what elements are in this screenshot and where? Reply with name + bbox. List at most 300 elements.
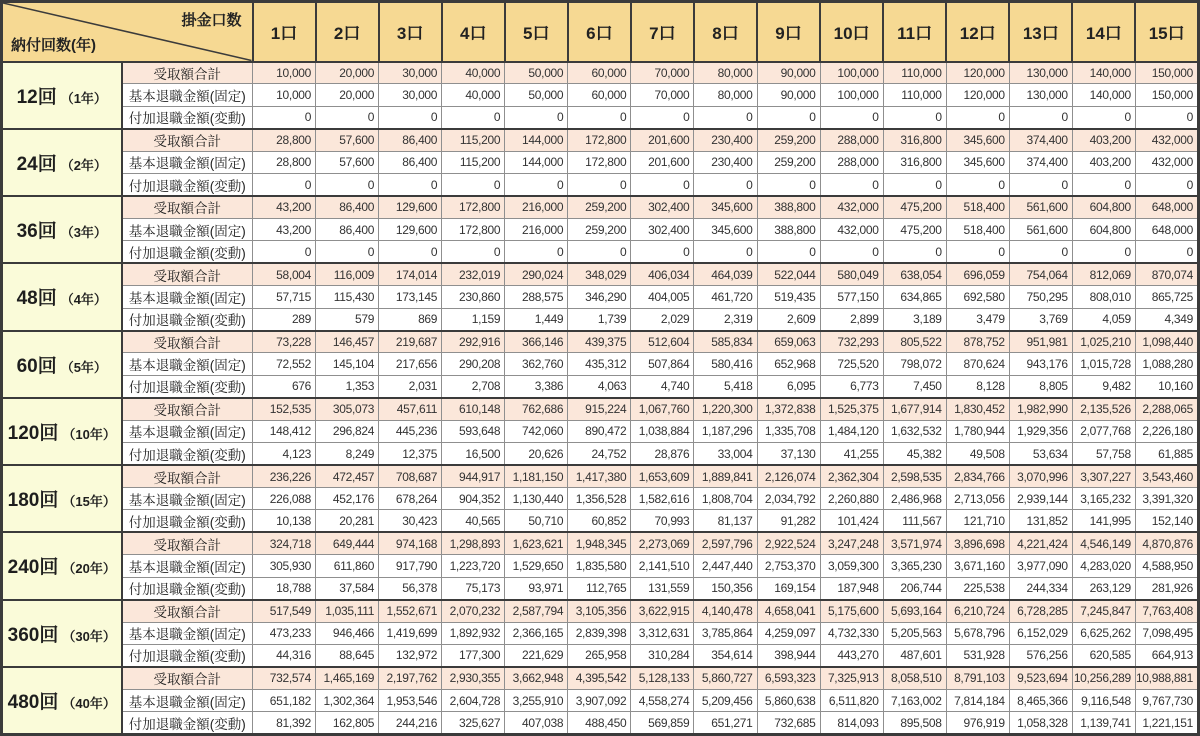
value-cell: 1,088,280 xyxy=(1135,353,1198,375)
value-cell: 1,058,328 xyxy=(1009,712,1072,735)
value-cell: 869 xyxy=(379,308,442,330)
table-row xyxy=(2,308,1199,330)
value-cell: 951,981 xyxy=(1009,331,1072,353)
value-cell: 3,165,232 xyxy=(1072,488,1135,510)
value-cell: 0 xyxy=(1135,241,1198,263)
value-cell: 461,720 xyxy=(694,286,757,308)
value-cell: 1,335,708 xyxy=(757,420,820,442)
column-header: 12口 xyxy=(946,2,1009,62)
group-years-label: （15年） xyxy=(62,494,116,510)
value-cell: 1,035,111 xyxy=(316,600,379,622)
value-cell: 611,860 xyxy=(316,555,379,577)
value-cell: 44,316 xyxy=(253,644,316,666)
value-cell: 236,226 xyxy=(253,465,316,487)
value-cell: 172,800 xyxy=(568,151,631,173)
value-cell: 1,653,609 xyxy=(631,465,694,487)
value-cell: 5,175,600 xyxy=(820,600,883,622)
value-cell: 8,058,510 xyxy=(883,667,946,689)
column-header: 6口 xyxy=(568,2,631,62)
value-cell: 435,312 xyxy=(568,353,631,375)
value-cell: 4,732,330 xyxy=(820,622,883,644)
value-cell: 281,926 xyxy=(1135,577,1198,599)
value-cell: 3,977,090 xyxy=(1009,555,1072,577)
value-cell: 45,382 xyxy=(883,443,946,465)
value-cell: 20,000 xyxy=(316,84,379,106)
value-cell: 150,356 xyxy=(694,577,757,599)
value-cell: 678,264 xyxy=(379,488,442,510)
value-cell: 1,739 xyxy=(568,308,631,330)
table-row xyxy=(2,151,1199,173)
value-cell: 169,154 xyxy=(757,577,820,599)
value-cell: 0 xyxy=(631,241,694,263)
value-cell: 1,632,532 xyxy=(883,420,946,442)
value-cell: 1,220,300 xyxy=(694,398,757,420)
value-cell: 0 xyxy=(253,174,316,196)
value-cell: 580,049 xyxy=(820,263,883,285)
group-payments-label: 24回 xyxy=(16,153,57,175)
value-cell: 0 xyxy=(379,174,442,196)
table-row xyxy=(2,555,1199,577)
value-cell: 3,479 xyxy=(946,308,1009,330)
corner-cell xyxy=(2,2,253,62)
value-cell: 292,916 xyxy=(442,331,505,353)
value-cell: 1,298,893 xyxy=(442,532,505,554)
value-cell: 86,400 xyxy=(379,129,442,151)
value-cell: 172,800 xyxy=(442,196,505,218)
value-cell: 2,598,535 xyxy=(883,465,946,487)
value-cell: 432,000 xyxy=(1135,129,1198,151)
value-cell: 2,922,524 xyxy=(757,532,820,554)
value-cell: 201,600 xyxy=(631,151,694,173)
column-header: 5口 xyxy=(505,2,568,62)
column-header: 13口 xyxy=(1009,2,1072,62)
value-cell: 0 xyxy=(505,174,568,196)
value-cell: 10,256,289 xyxy=(1072,667,1135,689)
value-cell: 5,209,456 xyxy=(694,689,757,711)
value-cell: 3,671,160 xyxy=(946,555,1009,577)
value-cell: 1,623,621 xyxy=(505,532,568,554)
value-cell: 2,753,370 xyxy=(757,555,820,577)
value-cell: 3,189 xyxy=(883,308,946,330)
value-cell: 2,070,232 xyxy=(442,600,505,622)
value-cell: 4,740 xyxy=(631,375,694,397)
row-label: 付加退職金額(変動) xyxy=(122,644,253,666)
value-cell: 443,270 xyxy=(820,644,883,666)
table-row xyxy=(2,644,1199,666)
value-cell: 144,000 xyxy=(505,151,568,173)
group-payments-label: 180回 xyxy=(7,490,59,512)
value-cell: 0 xyxy=(631,174,694,196)
value-cell: 1,067,760 xyxy=(631,398,694,420)
value-cell: 0 xyxy=(946,174,1009,196)
value-cell: 221,629 xyxy=(505,644,568,666)
value-cell: 808,010 xyxy=(1072,286,1135,308)
value-cell: 10,988,881 xyxy=(1135,667,1198,689)
value-cell: 145,104 xyxy=(316,353,379,375)
value-cell: 345,600 xyxy=(946,129,1009,151)
value-cell: 732,574 xyxy=(253,667,316,689)
value-cell: 16,500 xyxy=(442,443,505,465)
value-cell: 4,558,274 xyxy=(631,689,694,711)
value-cell: 7,163,002 xyxy=(883,689,946,711)
value-cell: 878,752 xyxy=(946,331,1009,353)
value-cell: 10,138 xyxy=(253,510,316,532)
group-label xyxy=(2,263,122,330)
value-cell: 805,522 xyxy=(883,331,946,353)
value-cell: 73,228 xyxy=(253,331,316,353)
value-cell: 173,145 xyxy=(379,286,442,308)
group-years-label: （20年） xyxy=(62,561,116,577)
value-cell: 0 xyxy=(442,241,505,263)
row-label: 付加退職金額(変動) xyxy=(122,577,253,599)
value-cell: 60,000 xyxy=(568,62,631,84)
value-cell: 1,025,210 xyxy=(1072,331,1135,353)
value-cell: 1,419,699 xyxy=(379,622,442,644)
group-payments-label: 240回 xyxy=(7,557,59,579)
value-cell: 634,865 xyxy=(883,286,946,308)
row-label: 基本退職金額(固定) xyxy=(122,689,253,711)
value-cell: 366,146 xyxy=(505,331,568,353)
value-cell: 577,150 xyxy=(820,286,883,308)
row-label: 受取額合計 xyxy=(122,600,253,622)
value-cell: 585,834 xyxy=(694,331,757,353)
value-cell: 70,000 xyxy=(631,84,694,106)
value-cell: 0 xyxy=(442,174,505,196)
value-cell: 488,450 xyxy=(568,712,631,735)
value-cell: 90,000 xyxy=(757,84,820,106)
row-label: 受取額合計 xyxy=(122,465,253,487)
value-cell: 5,128,133 xyxy=(631,667,694,689)
table-row xyxy=(2,443,1199,465)
value-cell: 522,044 xyxy=(757,263,820,285)
value-cell: 4,546,149 xyxy=(1072,532,1135,554)
value-cell: 374,400 xyxy=(1009,151,1072,173)
value-cell: 305,073 xyxy=(316,398,379,420)
table-row xyxy=(2,353,1199,375)
value-cell: 3,571,974 xyxy=(883,532,946,554)
value-cell: 439,375 xyxy=(568,331,631,353)
value-cell: 1,465,169 xyxy=(316,667,379,689)
row-label: 付加退職金額(変動) xyxy=(122,712,253,735)
value-cell: 0 xyxy=(1009,241,1072,263)
value-cell: 8,791,103 xyxy=(946,667,1009,689)
value-cell: 432,000 xyxy=(820,196,883,218)
value-cell: 2,486,968 xyxy=(883,488,946,510)
row-label: 付加退職金額(変動) xyxy=(122,510,253,532)
row-label: 基本退職金額(固定) xyxy=(122,353,253,375)
value-cell: 0 xyxy=(505,106,568,128)
value-cell: 518,400 xyxy=(946,218,1009,240)
value-cell: 2,366,165 xyxy=(505,622,568,644)
value-cell: 1,159 xyxy=(442,308,505,330)
value-cell: 2,597,796 xyxy=(694,532,757,554)
value-cell: 28,800 xyxy=(253,129,316,151)
value-cell: 1,181,150 xyxy=(505,465,568,487)
value-cell: 708,687 xyxy=(379,465,442,487)
value-cell: 93,971 xyxy=(505,577,568,599)
value-cell: 2,034,792 xyxy=(757,488,820,510)
value-cell: 561,600 xyxy=(1009,218,1072,240)
value-cell: 5,418 xyxy=(694,375,757,397)
row-label: 基本退職金額(固定) xyxy=(122,555,253,577)
value-cell: 310,284 xyxy=(631,644,694,666)
value-cell: 296,824 xyxy=(316,420,379,442)
value-cell: 403,200 xyxy=(1072,129,1135,151)
value-cell: 664,913 xyxy=(1135,644,1198,666)
value-cell: 1,015,728 xyxy=(1072,353,1135,375)
value-cell: 140,000 xyxy=(1072,84,1135,106)
value-cell: 172,800 xyxy=(568,129,631,151)
value-cell: 152,535 xyxy=(253,398,316,420)
column-header: 15口 xyxy=(1135,2,1198,62)
value-cell: 2,226,180 xyxy=(1135,420,1198,442)
value-cell: 37,130 xyxy=(757,443,820,465)
value-cell: 7,814,184 xyxy=(946,689,1009,711)
table-row xyxy=(2,218,1199,240)
value-cell: 316,800 xyxy=(883,151,946,173)
value-cell: 3,785,864 xyxy=(694,622,757,644)
value-cell: 201,600 xyxy=(631,129,694,151)
corner-top-label: 掛金口数 xyxy=(181,12,242,29)
value-cell: 58,004 xyxy=(253,263,316,285)
value-cell: 131,852 xyxy=(1009,510,1072,532)
value-cell: 814,093 xyxy=(820,712,883,735)
value-cell: 75,173 xyxy=(442,577,505,599)
value-cell: 141,995 xyxy=(1072,510,1135,532)
value-cell: 2,447,440 xyxy=(694,555,757,577)
value-cell: 487,601 xyxy=(883,644,946,666)
value-cell: 692,580 xyxy=(946,286,1009,308)
table-row xyxy=(2,62,1199,84)
value-cell: 130,000 xyxy=(1009,84,1072,106)
value-cell: 61,885 xyxy=(1135,443,1198,465)
table-row xyxy=(2,398,1199,420)
value-cell: 6,152,029 xyxy=(1009,622,1072,644)
value-cell: 648,000 xyxy=(1135,196,1198,218)
value-cell: 0 xyxy=(946,241,1009,263)
value-cell: 676 xyxy=(253,375,316,397)
value-cell: 9,116,548 xyxy=(1072,689,1135,711)
value-cell: 3,622,915 xyxy=(631,600,694,622)
group-payments-label: 360回 xyxy=(7,624,59,646)
value-cell: 43,200 xyxy=(253,196,316,218)
value-cell: 2,031 xyxy=(379,375,442,397)
value-cell: 4,283,020 xyxy=(1072,555,1135,577)
value-cell: 518,400 xyxy=(946,196,1009,218)
value-cell: 4,063 xyxy=(568,375,631,397)
row-label: 受取額合計 xyxy=(122,62,253,84)
column-header: 7口 xyxy=(631,2,694,62)
value-cell: 162,805 xyxy=(316,712,379,735)
row-label: 基本退職金額(固定) xyxy=(122,286,253,308)
value-cell: 41,255 xyxy=(820,443,883,465)
value-cell: 3,896,698 xyxy=(946,532,1009,554)
value-cell: 3,255,910 xyxy=(505,689,568,711)
table-row xyxy=(2,84,1199,106)
value-cell: 60,000 xyxy=(568,84,631,106)
value-cell: 0 xyxy=(883,241,946,263)
group-label xyxy=(2,196,122,263)
value-cell: 1,038,884 xyxy=(631,420,694,442)
value-cell: 576,256 xyxy=(1009,644,1072,666)
value-cell: 6,210,724 xyxy=(946,600,1009,622)
value-cell: 3,543,460 xyxy=(1135,465,1198,487)
column-header: 1口 xyxy=(253,2,316,62)
row-label: 付加退職金額(変動) xyxy=(122,106,253,128)
value-cell: 354,614 xyxy=(694,644,757,666)
column-header-row xyxy=(2,2,1199,62)
value-cell: 561,600 xyxy=(1009,196,1072,218)
value-cell: 2,197,762 xyxy=(379,667,442,689)
corner-bottom-label: 納付回数(年) xyxy=(11,36,96,54)
value-cell: 0 xyxy=(631,106,694,128)
value-cell: 1,830,452 xyxy=(946,398,1009,420)
value-cell: 57,600 xyxy=(316,129,379,151)
value-cell: 0 xyxy=(946,106,1009,128)
value-cell: 0 xyxy=(883,174,946,196)
value-cell: 1,529,650 xyxy=(505,555,568,577)
value-cell: 0 xyxy=(1009,106,1072,128)
value-cell: 593,648 xyxy=(442,420,505,442)
value-cell: 305,930 xyxy=(253,555,316,577)
value-cell: 2,273,069 xyxy=(631,532,694,554)
value-cell: 232,019 xyxy=(442,263,505,285)
group-payments-label: 120回 xyxy=(7,422,59,444)
value-cell: 403,200 xyxy=(1072,151,1135,173)
value-cell: 5,860,638 xyxy=(757,689,820,711)
value-cell: 2,362,304 xyxy=(820,465,883,487)
value-cell: 812,069 xyxy=(1072,263,1135,285)
value-cell: 4,588,950 xyxy=(1135,555,1198,577)
group-label xyxy=(2,398,122,465)
value-cell: 3,312,631 xyxy=(631,622,694,644)
value-cell: 226,088 xyxy=(253,488,316,510)
group-payments-label: 36回 xyxy=(16,221,57,243)
value-cell: 2,899 xyxy=(820,308,883,330)
value-cell: 1,677,914 xyxy=(883,398,946,420)
value-cell: 638,054 xyxy=(883,263,946,285)
value-cell: 2,839,398 xyxy=(568,622,631,644)
value-cell: 0 xyxy=(757,241,820,263)
value-cell: 0 xyxy=(1135,106,1198,128)
value-cell: 187,948 xyxy=(820,577,883,599)
value-cell: 1,449 xyxy=(505,308,568,330)
value-cell: 1,780,944 xyxy=(946,420,1009,442)
group-label xyxy=(2,600,122,667)
value-cell: 206,744 xyxy=(883,577,946,599)
value-cell: 88,645 xyxy=(316,644,379,666)
value-cell: 50,710 xyxy=(505,510,568,532)
value-cell: 4,259,097 xyxy=(757,622,820,644)
value-cell: 0 xyxy=(379,241,442,263)
column-header: 10口 xyxy=(820,2,883,62)
value-cell: 1,372,838 xyxy=(757,398,820,420)
value-cell: 3,070,996 xyxy=(1009,465,1072,487)
value-cell: 1,889,841 xyxy=(694,465,757,487)
value-cell: 130,000 xyxy=(1009,62,1072,84)
value-cell: 1,525,375 xyxy=(820,398,883,420)
row-label: 基本退職金額(固定) xyxy=(122,218,253,240)
value-cell: 388,800 xyxy=(757,218,820,240)
value-cell: 3,247,248 xyxy=(820,532,883,554)
value-cell: 86,400 xyxy=(316,218,379,240)
value-cell: 531,928 xyxy=(946,644,1009,666)
group-label xyxy=(2,62,122,129)
value-cell: 37,584 xyxy=(316,577,379,599)
value-cell: 120,000 xyxy=(946,62,1009,84)
value-cell: 0 xyxy=(379,106,442,128)
value-cell: 762,686 xyxy=(505,398,568,420)
value-cell: 943,176 xyxy=(1009,353,1072,375)
value-cell: 120,000 xyxy=(946,84,1009,106)
value-cell: 519,435 xyxy=(757,286,820,308)
value-cell: 230,860 xyxy=(442,286,505,308)
value-cell: 3,769 xyxy=(1009,308,1072,330)
value-cell: 6,625,262 xyxy=(1072,622,1135,644)
value-cell: 86,400 xyxy=(316,196,379,218)
table-row xyxy=(2,465,1199,487)
value-cell: 132,972 xyxy=(379,644,442,666)
value-cell: 225,538 xyxy=(946,577,1009,599)
value-cell: 457,611 xyxy=(379,398,442,420)
value-cell: 146,457 xyxy=(316,331,379,353)
value-cell: 148,412 xyxy=(253,420,316,442)
value-cell: 649,444 xyxy=(316,532,379,554)
value-cell: 0 xyxy=(820,174,883,196)
value-cell: 5,678,796 xyxy=(946,622,1009,644)
value-cell: 976,919 xyxy=(946,712,1009,735)
group-years-label: （2年） xyxy=(60,157,107,173)
value-cell: 620,585 xyxy=(1072,644,1135,666)
value-cell: 302,400 xyxy=(631,218,694,240)
value-cell: 4,059 xyxy=(1072,308,1135,330)
value-cell: 0 xyxy=(694,106,757,128)
value-cell: 7,098,495 xyxy=(1135,622,1198,644)
value-cell: 345,600 xyxy=(946,151,1009,173)
value-cell: 5,205,563 xyxy=(883,622,946,644)
column-header: 14口 xyxy=(1072,2,1135,62)
value-cell: 0 xyxy=(694,174,757,196)
value-cell: 8,249 xyxy=(316,443,379,465)
value-cell: 230,400 xyxy=(694,129,757,151)
value-cell: 1,552,671 xyxy=(379,600,442,622)
value-cell: 290,208 xyxy=(442,353,505,375)
table-row xyxy=(2,667,1199,689)
value-cell: 302,400 xyxy=(631,196,694,218)
group-years-label: （5年） xyxy=(60,359,107,375)
value-cell: 0 xyxy=(820,241,883,263)
value-cell: 604,800 xyxy=(1072,218,1135,240)
value-cell: 90,000 xyxy=(757,62,820,84)
value-cell: 2,141,510 xyxy=(631,555,694,577)
value-cell: 20,626 xyxy=(505,443,568,465)
value-cell: 362,760 xyxy=(505,353,568,375)
value-cell: 750,295 xyxy=(1009,286,1072,308)
value-cell: 652,968 xyxy=(757,353,820,375)
value-cell: 2,029 xyxy=(631,308,694,330)
value-cell: 1,417,380 xyxy=(568,465,631,487)
value-cell: 472,457 xyxy=(316,465,379,487)
value-cell: 1,948,345 xyxy=(568,532,631,554)
value-cell: 152,140 xyxy=(1135,510,1198,532)
value-cell: 0 xyxy=(568,174,631,196)
value-cell: 1,835,580 xyxy=(568,555,631,577)
table-row xyxy=(2,375,1199,397)
table-row xyxy=(2,331,1199,353)
value-cell: 101,424 xyxy=(820,510,883,532)
value-cell: 0 xyxy=(694,241,757,263)
group-years-label: （40年） xyxy=(62,695,116,711)
